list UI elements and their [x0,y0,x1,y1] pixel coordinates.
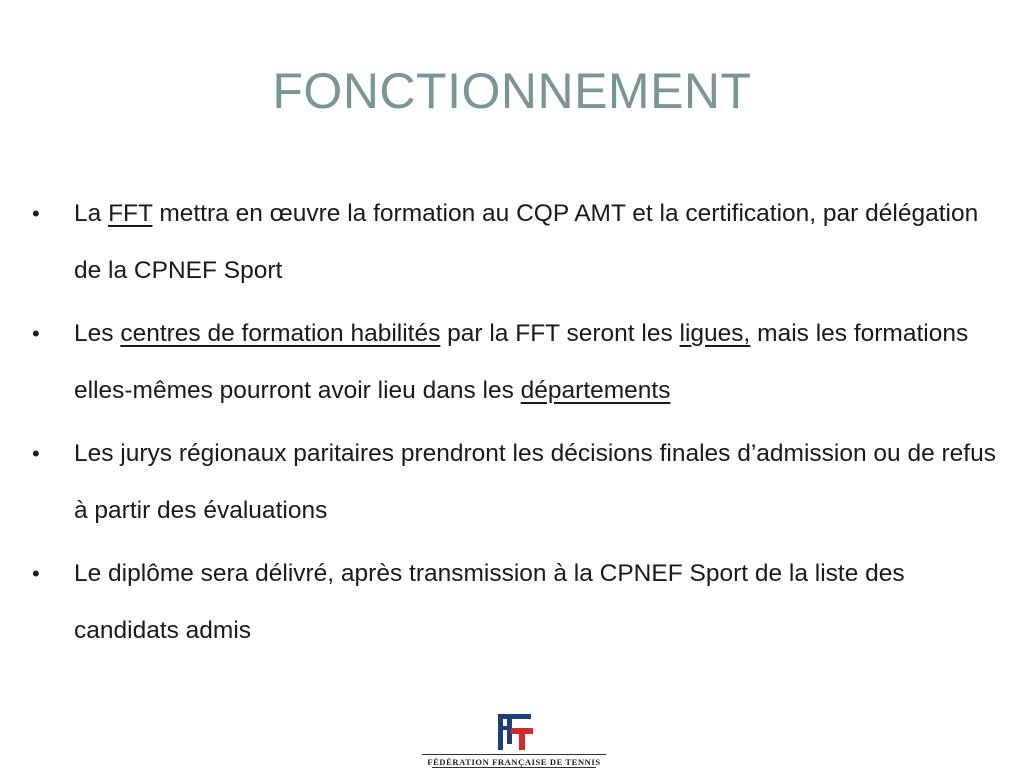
bullet-text-segment: Les jurys régionaux paritaires prendront les décisions finales d’admission ou de refus à partir des évaluations [74,440,996,524]
bullet-list [28,185,996,665]
logo-divider [422,754,606,755]
bullet-text-segment: par la FFT seront les [440,320,680,347]
bullet-item [28,545,996,659]
bullet-text-underlined: ligues, [679,320,751,347]
fft-logo [422,712,606,768]
bullet-text-underlined: FFT [108,200,153,227]
bullet-text-segment: La [74,200,109,227]
logo-caption: FÉDÉRATION FRANÇAISE DE TENNIS [427,757,601,767]
bullet-item [28,185,996,299]
fft-logo-icon [497,712,535,752]
bullet-text-underlined: départements [520,377,671,404]
bullet-item [28,425,996,539]
bullet-text-segment: mais les formations elles-mêmes pourront avoir lieu dans les [74,320,969,404]
bullet-text-segment: Le diplôme sera délivré, après transmission à la CPNEF Sport de la liste des candidats admis [74,560,905,644]
bullet-text-underlined: centres de formation habilités [120,320,441,347]
bullet-icon: • [32,321,40,346]
bullet-icon: • [32,441,40,466]
bullet-icon: • [32,201,40,226]
bullet-icon: • [32,561,40,586]
bullet-text-segment: Les [74,320,121,347]
bullet-text-segment: mettra en œuvre la formation au CQP AMT et la certification, par délégation de la CPNEF Sport [74,200,979,284]
slide-title: FONCTIONNEMENT [272,63,752,119]
bullet-item [28,305,996,419]
